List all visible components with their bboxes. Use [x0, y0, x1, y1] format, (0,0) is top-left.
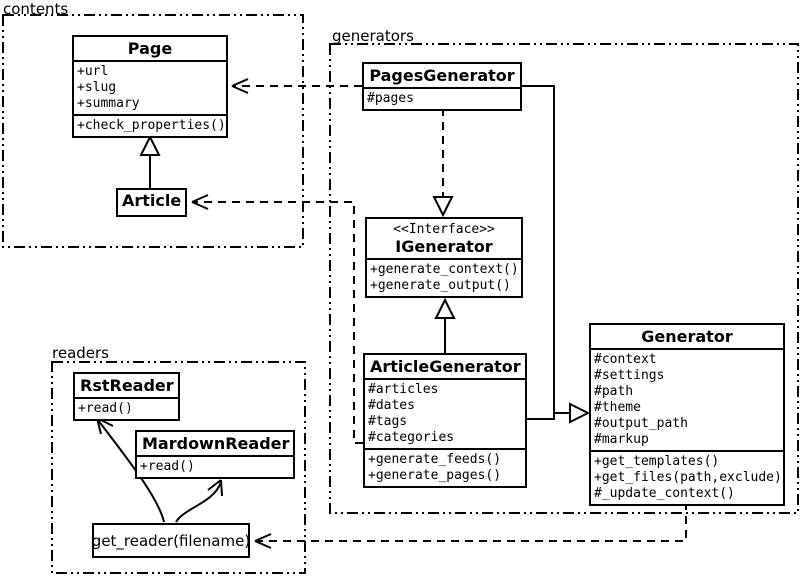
method: +read() — [140, 459, 195, 474]
class-articlegenerator[interactable] — [363, 353, 527, 488]
attribute: #path — [594, 384, 634, 399]
attribute: #tags — [368, 414, 408, 429]
method: +generate_output() — [370, 278, 511, 293]
method: +read() — [78, 401, 133, 416]
attribute: +summary — [77, 96, 140, 111]
class-mardownreader-name: MardownReader — [142, 434, 290, 453]
class-igenerator[interactable] — [365, 217, 523, 298]
package-label-generators: generators — [332, 27, 414, 45]
method: +get_files(path,exclude) — [594, 470, 782, 485]
edge-article-page — [141, 137, 159, 188]
attribute: #pages — [367, 91, 414, 106]
method: +generate_pages() — [368, 468, 502, 483]
method: +check_properties() — [77, 118, 226, 133]
class-mardownreader[interactable] — [135, 430, 295, 479]
method: #_update_context() — [594, 486, 735, 501]
edge-generators-generator — [522, 86, 588, 422]
package-label-readers: readers — [52, 344, 109, 362]
attribute: #dates — [368, 398, 415, 413]
attribute: #output_path — [594, 416, 688, 431]
class-page-attributes — [74, 60, 226, 114]
attribute: #context — [594, 352, 657, 367]
edge-pagesgenerator-igenerator — [434, 108, 452, 215]
class-generator-name: Generator — [641, 327, 733, 346]
edge-pagesgenerator-page — [232, 79, 362, 93]
class-rstreader-methods — [75, 397, 178, 419]
attribute: #markup — [594, 432, 649, 447]
class-generator-attributes — [591, 348, 783, 450]
attribute: #theme — [594, 400, 641, 415]
class-mardownreader-methods — [137, 455, 293, 477]
attribute: #articles — [368, 382, 439, 397]
class-pagesgenerator[interactable] — [362, 62, 522, 111]
class-generator-methods — [591, 450, 783, 504]
class-igenerator-stereotype: <<Interface>> — [393, 222, 495, 237]
function-get-reader[interactable] — [92, 523, 250, 558]
class-rstreader[interactable] — [73, 372, 180, 421]
attribute: #settings — [594, 368, 665, 383]
method: +get_templates() — [594, 454, 720, 469]
class-rstreader-name: RstReader — [80, 376, 174, 395]
attribute: +slug — [77, 80, 117, 95]
attribute: +url — [77, 64, 109, 79]
class-igenerator-name: IGenerator — [395, 237, 493, 256]
method: +generate_feeds() — [368, 452, 502, 467]
class-generator[interactable] — [589, 323, 785, 506]
method: +generate_context() — [370, 262, 519, 277]
function-get-reader-label: get_reader(filename) — [91, 531, 251, 550]
class-page-name: Page — [127, 39, 173, 58]
class-article[interactable] — [116, 188, 187, 217]
class-articlegenerator-methods — [365, 448, 525, 486]
class-page[interactable] — [72, 35, 228, 138]
edge-getreader-mardownreader — [176, 480, 222, 522]
attribute: #categories — [368, 430, 455, 445]
class-page-methods — [74, 114, 226, 136]
edge-articlegenerator-article — [192, 195, 363, 443]
edge-generator-getreader — [255, 502, 686, 548]
class-igenerator-methods — [367, 258, 521, 296]
class-pagesgenerator-name: PagesGenerator — [369, 66, 515, 85]
edge-articlegenerator-igenerator — [436, 300, 454, 353]
class-pagesgenerator-attributes — [364, 87, 520, 109]
class-article-name: Article — [122, 191, 182, 210]
class-articlegenerator-name: ArticleGenerator — [370, 357, 521, 376]
class-articlegenerator-attributes — [365, 378, 525, 448]
package-label-contents: contents — [3, 0, 69, 18]
